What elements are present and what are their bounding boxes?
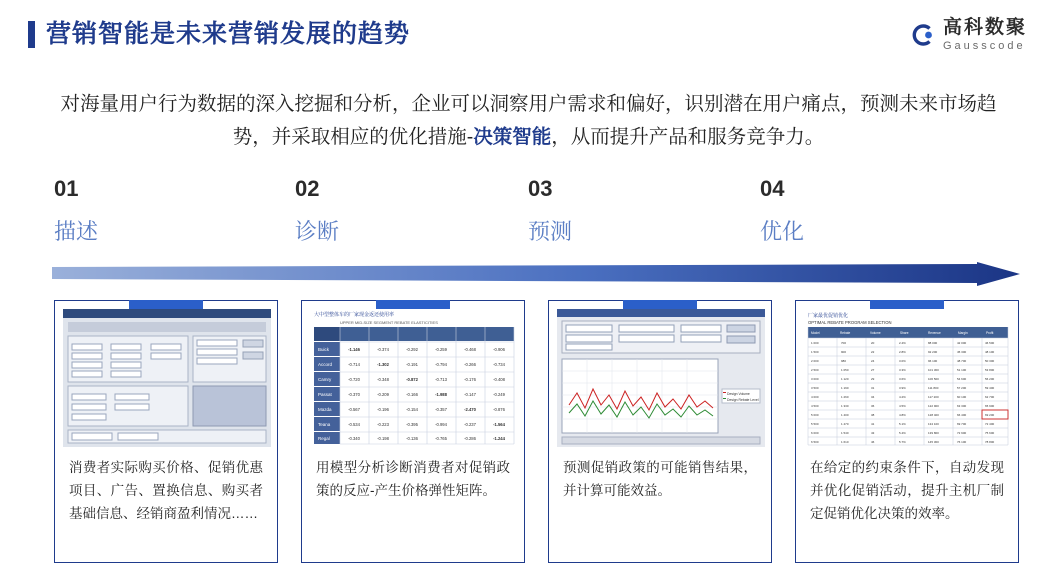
- svg-text:128 400: 128 400: [928, 413, 939, 417]
- logo-en-text: Gausscode: [942, 40, 1026, 52]
- svg-text:-0.154: -0.154: [406, 407, 418, 412]
- card-tab: [623, 300, 697, 309]
- svg-text:3.0%: 3.0%: [899, 359, 906, 363]
- svg-text:3 000: 3 000: [811, 377, 819, 381]
- gausscode-mark-icon: [909, 22, 935, 48]
- svg-text:-0.994: -0.994: [435, 422, 447, 427]
- svg-text:50 300: 50 300: [985, 359, 995, 363]
- svg-text:122 900: 122 900: [928, 404, 939, 408]
- svg-text:1 470: 1 470: [841, 422, 849, 426]
- svg-text:134 100: 134 100: [928, 422, 939, 426]
- step-label: 优化: [760, 219, 805, 244]
- lead-part2: ，从而提升产品和服务竞争力。: [551, 126, 825, 148]
- step-01: [54, 176, 98, 247]
- svg-text:48 700: 48 700: [957, 359, 967, 363]
- svg-text:Margin: Margin: [958, 331, 968, 335]
- svg-text:41: 41: [871, 422, 875, 426]
- svg-text:-0.374: -0.374: [377, 347, 389, 352]
- card-diagnose[interactable]: [301, 300, 525, 563]
- svg-text:46 500: 46 500: [985, 341, 995, 345]
- svg-text:-0.237: -0.237: [464, 422, 476, 427]
- card-tab: [129, 300, 203, 309]
- svg-text:900: 900: [841, 350, 847, 354]
- svg-text:29: 29: [871, 377, 875, 381]
- svg-text:6 500: 6 500: [811, 440, 819, 444]
- svg-text:1 000: 1 000: [811, 341, 819, 345]
- step-number: 04: [760, 176, 785, 201]
- step-label: 预测: [528, 219, 573, 244]
- svg-text:-0.906: -0.906: [493, 347, 505, 352]
- svg-text:3.3%: 3.3%: [899, 368, 906, 372]
- svg-text:2.4%: 2.4%: [899, 341, 906, 345]
- svg-text:Passat: Passat: [318, 392, 332, 397]
- svg-text:62 700: 62 700: [985, 395, 995, 399]
- svg-text:-0.292: -0.292: [406, 347, 418, 352]
- svg-text:Model: Model: [811, 331, 820, 335]
- svg-text:-0.266: -0.266: [464, 362, 476, 367]
- svg-text:-0.259: -0.259: [435, 347, 447, 352]
- svg-text:Share: Share: [900, 331, 909, 335]
- svg-text:-0.198: -0.198: [377, 436, 389, 441]
- svg-text:Rebate: Rebate: [840, 331, 851, 335]
- svg-text:4 000: 4 000: [811, 395, 819, 399]
- svg-text:-0.714: -0.714: [348, 362, 360, 367]
- svg-text:-0.720: -0.720: [348, 377, 360, 382]
- lead-part1: 对海量用户行为数据的深入挖掘和分析，企业可以洞察用户需求和偏好，识别潜在用户痛点，预测未来市场趋势，并采取相应的优化措施-: [60, 93, 997, 148]
- svg-text:-0.468: -0.468: [464, 347, 476, 352]
- svg-text:4.5%: 4.5%: [899, 404, 906, 408]
- svg-text:-0.765: -0.765: [435, 436, 447, 441]
- svg-text:101 300: 101 300: [928, 368, 939, 372]
- card-describe[interactable]: [54, 300, 278, 563]
- svg-text:-0.196: -0.196: [377, 407, 389, 412]
- svg-text:Regal: Regal: [318, 436, 330, 441]
- svg-text:OPTIMAL REBATE PROGRAM SELECTI: OPTIMAL REBATE PROGRAM SELECTION: [808, 320, 892, 325]
- step-label: 描述: [54, 219, 99, 244]
- svg-text:-0.147: -0.147: [464, 392, 476, 397]
- svg-text:Design Volume: Design Volume: [727, 392, 750, 396]
- svg-text:59 400: 59 400: [985, 386, 995, 390]
- svg-text:92 200: 92 200: [928, 350, 938, 354]
- svg-text:60 100: 60 100: [957, 395, 967, 399]
- svg-text:1 050: 1 050: [841, 368, 849, 372]
- svg-text:4.2%: 4.2%: [899, 395, 906, 399]
- svg-text:-0.872: -0.872: [406, 377, 418, 382]
- title-text: 营销智能是未来营销发展的趋势: [46, 20, 411, 48]
- svg-text:96 100: 96 100: [928, 359, 938, 363]
- svg-text:5 500: 5 500: [811, 422, 819, 426]
- svg-text:Teana: Teana: [318, 422, 331, 427]
- svg-text:139 800: 139 800: [928, 431, 939, 435]
- svg-text:111 800: 111 800: [928, 386, 939, 390]
- step-03: [528, 176, 572, 247]
- thumbnail-optimal-rebate-table: [804, 309, 1012, 447]
- svg-text:4.8%: 4.8%: [899, 413, 906, 417]
- svg-text:27: 27: [871, 368, 875, 372]
- svg-text:69 700: 69 700: [957, 422, 967, 426]
- svg-text:700: 700: [841, 341, 847, 345]
- svg-text:-0.370: -0.370: [348, 392, 360, 397]
- svg-text:24: 24: [871, 359, 875, 363]
- thumbnail-program-description: [63, 309, 271, 447]
- svg-text:1 190: 1 190: [841, 386, 849, 390]
- svg-text:-0.357: -0.357: [435, 407, 447, 412]
- svg-text:-0.794: -0.794: [435, 362, 447, 367]
- svg-text:1 540: 1 540: [841, 431, 849, 435]
- svg-text:-0.166: -0.166: [406, 392, 418, 397]
- svg-text:-0.249: -0.249: [493, 392, 505, 397]
- svg-text:1 260: 1 260: [841, 395, 849, 399]
- svg-text:42 000: 42 000: [957, 341, 967, 345]
- svg-text:2.8%: 2.8%: [899, 350, 906, 354]
- steps-row: [54, 176, 1014, 256]
- svg-text:-1.244: -1.244: [493, 436, 505, 441]
- svg-text:66 400: 66 400: [957, 413, 967, 417]
- svg-text:-0.176: -0.176: [464, 377, 476, 382]
- logo-cn-text: 高科数聚: [942, 17, 1027, 38]
- svg-text:Design Rebate Level: Design Rebate Level: [727, 398, 759, 402]
- svg-text:-0.223: -0.223: [377, 422, 389, 427]
- svg-text:-1.146: -1.146: [348, 347, 360, 352]
- lead-paragraph: [56, 88, 1001, 154]
- svg-text:1 330: 1 330: [841, 404, 849, 408]
- svg-text:Mazda: Mazda: [318, 407, 332, 412]
- thumbnail-elasticity-matrix: [310, 309, 518, 447]
- step-number: 02: [295, 176, 320, 201]
- svg-text:1 610: 1 610: [841, 440, 849, 444]
- svg-text:-1.302: -1.302: [377, 362, 389, 367]
- svg-text:1 500: 1 500: [811, 350, 819, 354]
- svg-text:Camry: Camry: [318, 377, 332, 382]
- step-02: [295, 176, 339, 247]
- svg-text:Volume: Volume: [870, 331, 881, 335]
- svg-text:5.7%: 5.7%: [899, 440, 906, 444]
- svg-text:145 300: 145 300: [928, 440, 939, 444]
- svg-text:Profit: Profit: [986, 331, 994, 335]
- progress-arrow: [52, 262, 1020, 288]
- svg-text:75 600: 75 600: [985, 431, 995, 435]
- svg-text:-0.734: -0.734: [493, 362, 505, 367]
- svg-text:57 200: 57 200: [957, 386, 967, 390]
- svg-text:-1.564: -1.564: [493, 422, 505, 427]
- brand-logo: [909, 18, 1027, 52]
- svg-text:53 800: 53 800: [985, 368, 995, 372]
- svg-text:-0.191: -0.191: [406, 362, 418, 367]
- svg-text:-0.209: -0.209: [377, 392, 389, 397]
- svg-text:117 200: 117 200: [928, 395, 939, 399]
- svg-text:22: 22: [871, 350, 875, 354]
- svg-text:-0.348: -0.348: [377, 377, 389, 382]
- svg-text:-0.408: -0.408: [493, 377, 505, 382]
- svg-text:-1.988: -1.988: [435, 392, 447, 397]
- svg-text:Revenue: Revenue: [928, 331, 941, 335]
- svg-text:54 600: 54 600: [957, 377, 967, 381]
- page-title: [28, 20, 410, 48]
- svg-text:-0.876: -0.876: [493, 407, 505, 412]
- lead-highlight: 决策智能: [473, 126, 552, 148]
- title-accent-bar: [28, 21, 35, 48]
- card-tab: [376, 300, 450, 309]
- svg-text:2 500: 2 500: [811, 368, 819, 372]
- svg-text:UPPER MID-SIZE SEGMENT REBATE: UPPER MID-SIZE SEGMENT REBATE ELASTICITIES: [340, 320, 438, 325]
- svg-text:厂家最优促销优化: 厂家最优促销优化: [808, 313, 849, 319]
- svg-text:78 800: 78 800: [985, 440, 995, 444]
- svg-text:1 400: 1 400: [841, 413, 849, 417]
- svg-text:56 200: 56 200: [985, 377, 995, 381]
- svg-text:76 100: 76 100: [957, 440, 967, 444]
- svg-text:Accord: Accord: [318, 362, 333, 367]
- card-caption: 用模型分析诊断消费者对促销政策的反应-产生价格弹性矩阵。: [316, 460, 510, 498]
- svg-text:大中型整体车的厂家现金返还使用率: 大中型整体车的厂家现金返还使用率: [314, 312, 395, 318]
- svg-text:2 000: 2 000: [811, 359, 819, 363]
- svg-text:20: 20: [871, 341, 875, 345]
- svg-text:31: 31: [871, 386, 875, 390]
- svg-text:-0.713: -0.713: [435, 377, 447, 382]
- card-caption: 消费者实际购买价格、促销优惠项目、广告、置换信息、购买者基础信息、经销商盈利情况……: [69, 460, 263, 521]
- svg-text:5 000: 5 000: [811, 413, 819, 417]
- svg-text:69 200: 69 200: [985, 413, 995, 417]
- svg-text:48 100: 48 100: [985, 350, 995, 354]
- svg-text:45 300: 45 300: [957, 350, 967, 354]
- svg-text:-0.395: -0.395: [406, 422, 418, 427]
- card-caption: 预测促销政策的可能销售结果，并计算可能效益。: [563, 460, 757, 498]
- step-04: [760, 176, 804, 247]
- step-number: 01: [54, 176, 79, 201]
- svg-text:106 500: 106 500: [928, 377, 939, 381]
- card-optimize[interactable]: [795, 300, 1019, 563]
- svg-text:36: 36: [871, 404, 875, 408]
- svg-text:43: 43: [871, 431, 875, 435]
- svg-text:-2.470: -2.470: [464, 407, 476, 412]
- svg-text:4 500: 4 500: [811, 404, 819, 408]
- svg-text:1 120: 1 120: [841, 377, 849, 381]
- svg-text:-0.567: -0.567: [348, 407, 360, 412]
- svg-text:Buick: Buick: [318, 347, 330, 352]
- svg-text:980: 980: [841, 359, 847, 363]
- svg-text:5.1%: 5.1%: [899, 422, 906, 426]
- svg-text:51 100: 51 100: [957, 368, 967, 372]
- card-caption: 在给定的约束条件下，自动发现并优化促销活动，提升主机厂制定促销优化决策的效率。: [810, 460, 1004, 521]
- svg-text:46: 46: [871, 440, 875, 444]
- step-label: 诊断: [295, 219, 340, 244]
- svg-text:-0.136: -0.136: [406, 436, 418, 441]
- card-tab: [870, 300, 944, 309]
- card-predict[interactable]: [548, 300, 772, 563]
- svg-text:72 900: 72 900: [957, 431, 967, 435]
- svg-text:65 900: 65 900: [985, 404, 995, 408]
- step-number: 03: [528, 176, 553, 201]
- svg-text:-0.534: -0.534: [348, 422, 360, 427]
- svg-text:88 000: 88 000: [928, 341, 938, 345]
- svg-text:3.6%: 3.6%: [899, 377, 906, 381]
- cards-row: [54, 300, 1019, 565]
- svg-text:-0.340: -0.340: [348, 436, 360, 441]
- svg-text:5.4%: 5.4%: [899, 431, 906, 435]
- svg-text:-0.286: -0.286: [464, 436, 476, 441]
- svg-text:38: 38: [871, 413, 875, 417]
- svg-text:63 300: 63 300: [957, 404, 967, 408]
- svg-text:34: 34: [871, 395, 875, 399]
- thumbnail-simulation-chart: [557, 309, 765, 447]
- svg-text:3.9%: 3.9%: [899, 386, 906, 390]
- svg-text:3 500: 3 500: [811, 386, 819, 390]
- svg-text:72 400: 72 400: [985, 422, 995, 426]
- svg-text:6 000: 6 000: [811, 431, 819, 435]
